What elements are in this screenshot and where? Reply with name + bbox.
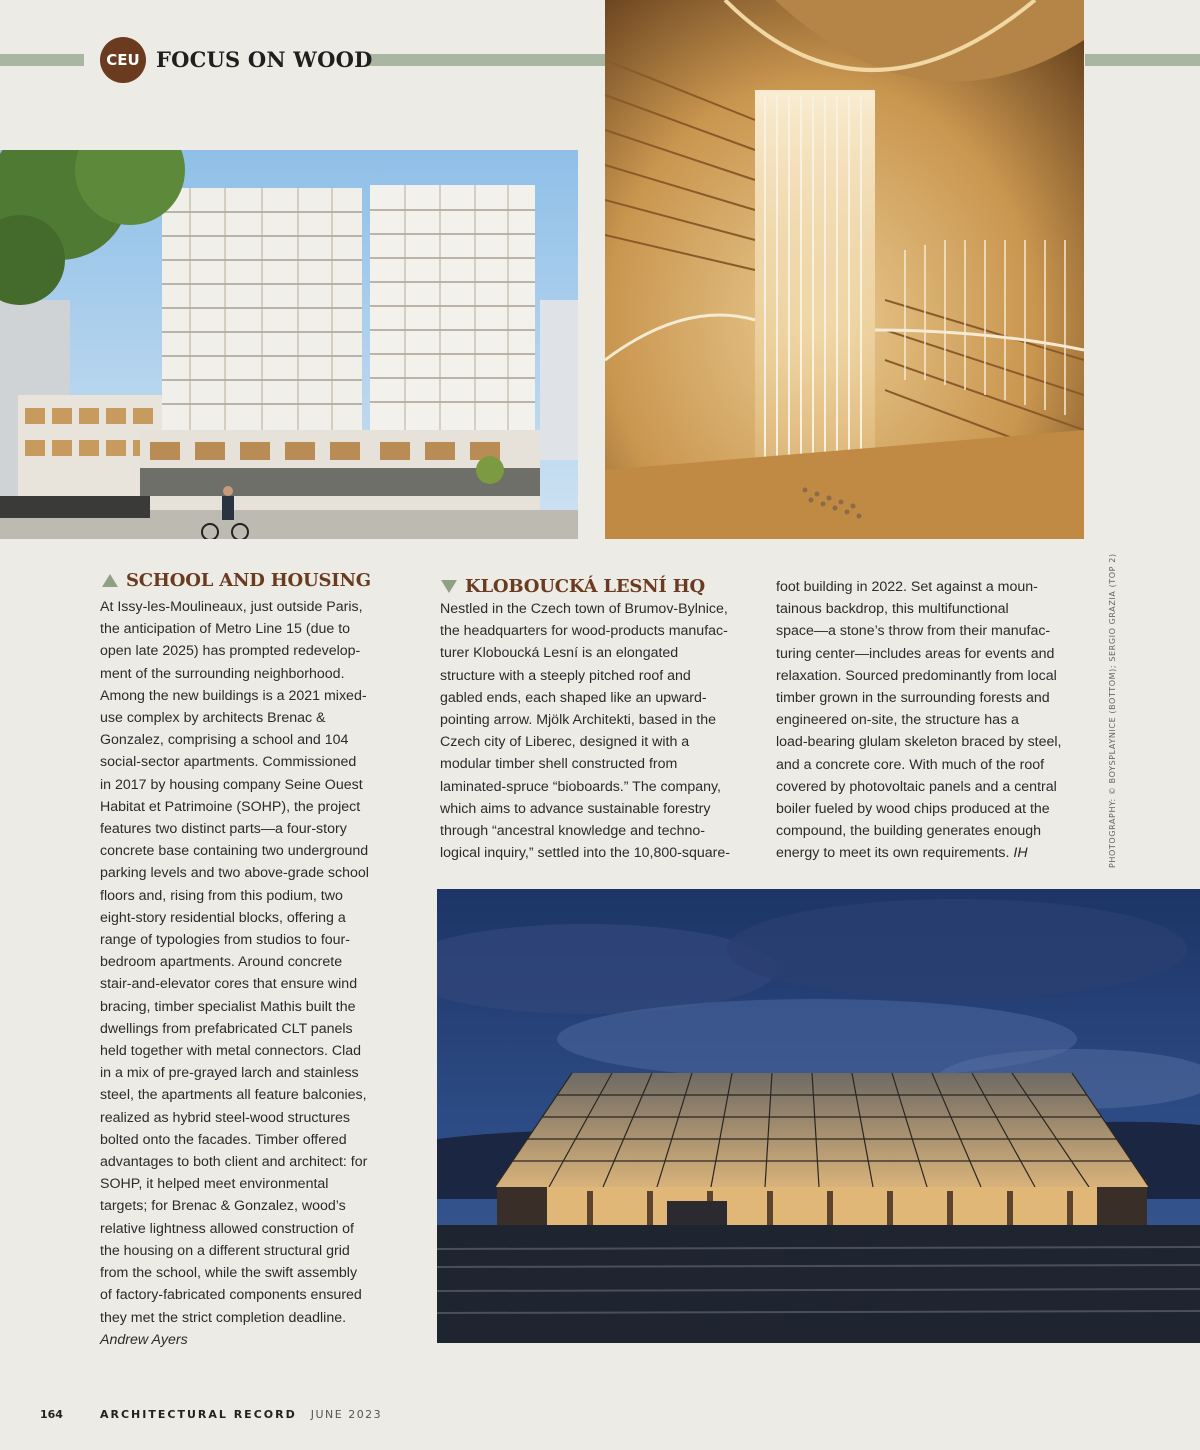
article1-line: they met the strict completion deadline.: [100, 1309, 347, 1326]
article2-heading: [441, 576, 705, 597]
article2-line: space—a stone’s throw from their manufac-: [776, 623, 1051, 640]
article1-line: bedroom apartments. Around concrete: [100, 954, 343, 971]
article2-line: boiler fueled by wood chips produced at the: [776, 801, 1050, 818]
photo-housing-exterior: [0, 150, 578, 539]
article2-line: structure with a steeply pitched roof and: [440, 667, 691, 684]
article1-line: floors and, rising from this podium, two: [100, 887, 343, 904]
article1-line: held together with metal connectors. Clad: [100, 1043, 362, 1060]
article2-last-line-text: energy to meet its own requirements.: [776, 845, 1010, 862]
article2-line: gabled ends, each shaped like an upward-: [440, 689, 707, 706]
triangle-up-icon: [102, 574, 118, 587]
article1-line: ment of the surrounding neighborhood.: [100, 665, 345, 682]
article2-line: which aims to advance sustainable forestry: [440, 800, 711, 817]
article2-line: turer Kloboucká Lesní is an elongated: [440, 645, 679, 662]
article2-line: relaxation. Sourced predominantly from local: [776, 667, 1057, 684]
article2-line: laminated-spruce “bioboards.” The company,: [440, 778, 721, 795]
issue-date: JUNE 2023: [310, 1408, 383, 1421]
article1-line: At Issy-les-Moulineaux, just outside Paris,: [100, 599, 363, 615]
article2-line: Czech city of Liberec, designed it with a: [440, 734, 690, 751]
article2-line: engineered on-site, the structure has a: [776, 712, 1019, 729]
article2-line: Nestled in the Czech town of Brumov-Bylnice,: [440, 601, 728, 617]
article2-line: foot building in 2022. Set against a moun-: [776, 579, 1038, 595]
article1-line: open late 2025) has prompted redevelop-: [100, 643, 361, 660]
article2-line: turing center—includes areas for events and: [776, 645, 1055, 662]
article2-line: through “ancestral knowledge and techno-: [440, 823, 706, 840]
article1-line: social-sector apartments. Commissioned: [100, 754, 357, 771]
publication-name: ARCHITECTURAL RECORD: [100, 1408, 297, 1421]
article2-line: timber grown in the surrounding forests and: [776, 690, 1050, 707]
article1-line: Habitat et Patrimoine (SOHP), the project: [100, 798, 361, 815]
article1-line: in 2017 by housing company Seine Ouest: [100, 776, 363, 793]
article1-line: use complex by architects Brenac &: [100, 710, 326, 727]
article2-line: compound, the building generates enough: [776, 823, 1042, 840]
photo-headquarters-dusk: [437, 889, 1200, 1343]
article1-line: advantages to both client and architect: for: [100, 1154, 368, 1171]
article2-line: tainous backdrop, this multifunctional: [776, 601, 1009, 618]
article2-line: modular timber shell constructed from: [440, 756, 678, 773]
triangle-down-icon: [441, 580, 457, 593]
header-band-middle: [368, 54, 605, 66]
header-band-left: [0, 54, 84, 66]
article1-line: of factory-fabricated components ensured: [100, 1287, 362, 1304]
article2-last-line: [776, 842, 1086, 864]
article2-line: covered by photovoltaic panels and a central: [776, 778, 1057, 795]
article1-line: relative lightness allowed construction of: [100, 1220, 354, 1237]
article1-line: from the school, while the swift assembly: [100, 1265, 358, 1282]
article1-line: realized as hybrid steel-wood structures: [100, 1109, 350, 1126]
article1-line: eight-story residential blocks, offering a: [100, 909, 346, 926]
article1-line: Among the new buildings is a 2021 mixed-: [100, 687, 367, 704]
article2-column1: [440, 598, 760, 864]
article1-line: the anticipation of Metro Line 15 (due to: [100, 621, 351, 638]
header-band-right: [1085, 54, 1200, 66]
article1-line: in a mix of pre-grayed larch and stainless: [100, 1065, 359, 1082]
photo-credit: PHOTOGRAPHY: © BOYSPLAYNICE (BOTTOM); SERGIO GRAZIA (TOP 2): [1108, 553, 1117, 868]
footer: [40, 1408, 382, 1421]
article1-line: targets; for Brenac & Gonzalez, wood’s: [100, 1198, 346, 1215]
article1-heading-text: SCHOOL AND HOUSING: [126, 570, 371, 591]
article1-line: Gonzalez, comprising a school and 104: [100, 732, 349, 749]
photo-spiral-staircase: [605, 0, 1084, 539]
article2-line: pointing arrow. Mjölk Architekti, based in the: [440, 712, 717, 729]
article1-line: bracing, timber specialist Mathis built the: [100, 998, 356, 1015]
article1-line: bolted onto the facades. Timber offered: [100, 1131, 347, 1148]
article1-line: features two distinct parts—a four-story: [100, 821, 347, 838]
article2-column2: [776, 576, 1086, 865]
article2-line: load-bearing glulam skeleton braced by steel,: [776, 734, 1062, 751]
ceu-badge-label: CEU: [106, 51, 140, 69]
ceu-badge: [100, 37, 146, 83]
article1-line: SOHP, it helped meet environmental: [100, 1176, 329, 1193]
article1-line: steel, the apartments all feature balconies,: [100, 1087, 367, 1104]
article2-byline: IH: [1013, 845, 1028, 862]
article1-line: concrete base containing two underground: [100, 843, 369, 860]
page-number: 164: [40, 1408, 63, 1421]
article1-heading: [102, 570, 371, 591]
article1-line: range of typologies from studios to four-: [100, 932, 350, 949]
article1-line: dwellings from prefabricated CLT panels: [100, 1020, 353, 1037]
article2-line: logical inquiry,” settled into the 10,800-square-: [440, 845, 730, 862]
section-title: FOCUS ON WOOD: [156, 47, 373, 72]
article2-heading-text: KLOBOUCKÁ LESNÍ HQ: [465, 576, 705, 597]
article1-line: stair-and-elevator cores that ensure wind: [100, 976, 358, 993]
article1-line: parking levels and two above-grade school: [100, 865, 369, 882]
article1-line: the housing on a different structural grid: [100, 1242, 350, 1259]
article2-line: the headquarters for wood-products manufac-: [440, 623, 728, 640]
article2-line: and a concrete core. With much of the roof: [776, 756, 1045, 773]
article1-byline: Andrew Ayers: [100, 1331, 188, 1348]
article1-body: [100, 596, 390, 1351]
